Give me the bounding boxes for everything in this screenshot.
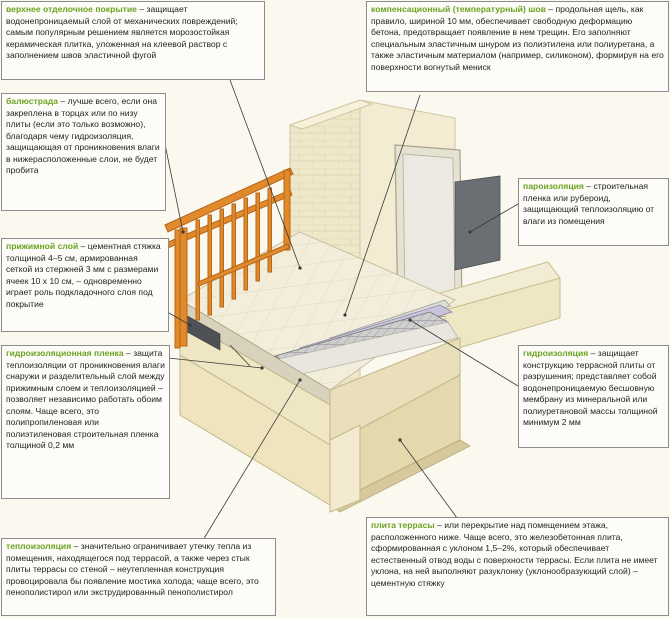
term-pressure-layer: прижимной слой xyxy=(6,241,79,251)
term-expansion-joint: компенсационный (температурный) шов xyxy=(371,4,546,14)
callout-insulation xyxy=(1,538,276,616)
dark-panel xyxy=(455,176,500,270)
callout-expansion-joint xyxy=(366,1,669,92)
text-pressure-layer: – цементная стяжка толщиной 4–5 см, армированная сеткой из стержней 3 мм с размерами ячеек 10 х 10 см, – одновременно играет роль подкладочного слоя под покрытие xyxy=(6,241,161,309)
callout-terrace-slab xyxy=(366,517,669,616)
text-expansion-joint: – продольная щель, как правило, шириной 10 мм, обеспечивает свободную деформацию бетона, предотвращает появление в нем трещин. Его заполняют специальным эластичным шнуром из полиэтилена или полиуретана, а также эластичным материалом (например, силиконом), формируя на его поверхности вогнутый мениск xyxy=(371,4,664,72)
text-waterproof-film: – защита теплоизоляции от проникновения влаги снаружи и разделительный слой между прижимным слоем и теплоизоляцией – позволяет независимо работать обоим слоям. Чаще всего, это полипропиленовая или полиэтиленовая строительная пленка толщиной 0,2 мм xyxy=(6,348,165,451)
term-insulation: теплоизоляция xyxy=(6,541,72,551)
callout-waterproofing xyxy=(518,345,669,448)
callout-waterproof-film xyxy=(1,345,170,499)
text-top-covering: – защищает водонепроницаемый слой от механических повреждений; самым популярным решением является морозостойкая керамическая плитка, уложенная на клеевой раствор с заполнением швов эластичной фугой xyxy=(6,4,238,61)
text-insulation: – значительно ограничивает утечку тепла из помещения, находящегося под террасой, а также через стык плиты террасы со стеной – неутепленная конструкция провоцировала бы появление мостика холода; чаще всего, это пенополистирол или экструдированный пенополистирол xyxy=(6,541,259,598)
callout-vapor-barrier xyxy=(518,178,669,246)
callout-pressure-layer xyxy=(1,238,169,332)
text-terrace-slab: – или перекрытие над помещением этажа, расположенного ниже. Чаще всего, это железобетонная плита, сформированная с уклоном 1,5–2%, который обеспечивает естественный отвод воды с поверхности террасы. Если плита не имеет уклона, на ней выполняют разуклонку (уклонообразующий слой) – цементную стяжку xyxy=(371,520,658,588)
term-vapor-barrier: пароизоляция xyxy=(523,181,584,191)
column xyxy=(330,425,360,512)
term-balustrade: балюстрада xyxy=(6,96,59,106)
term-waterproofing: гидроизоляция xyxy=(523,348,589,358)
term-terrace-slab: плита террасы xyxy=(371,520,435,530)
term-top-covering: верхнее отделочное покрытие xyxy=(6,4,137,14)
text-waterproofing: – защищает конструкцию террасной плиты от разрушения; представляет собой водонепроницаемую бесшовную мембрану из минеральной или полиуретановой массы толщиной минимум 2 мм xyxy=(523,348,658,428)
term-waterproof-film: гидроизоляционная пленка xyxy=(6,348,124,358)
callout-top-covering xyxy=(1,1,265,80)
callout-balustrade xyxy=(1,93,166,211)
text-balustrade: – лучше всего, если она закреплена в торцах или по низу плиты (если это только возможно), благодаря чему гидроизоляция, защищающая от проникновения влаги в нижерасположенные слои, не будет пробита xyxy=(6,96,160,176)
text-vapor-barrier: – строительная пленка или рубероид, защищающий теплоизоляцию от влаги из помещения xyxy=(523,181,655,226)
